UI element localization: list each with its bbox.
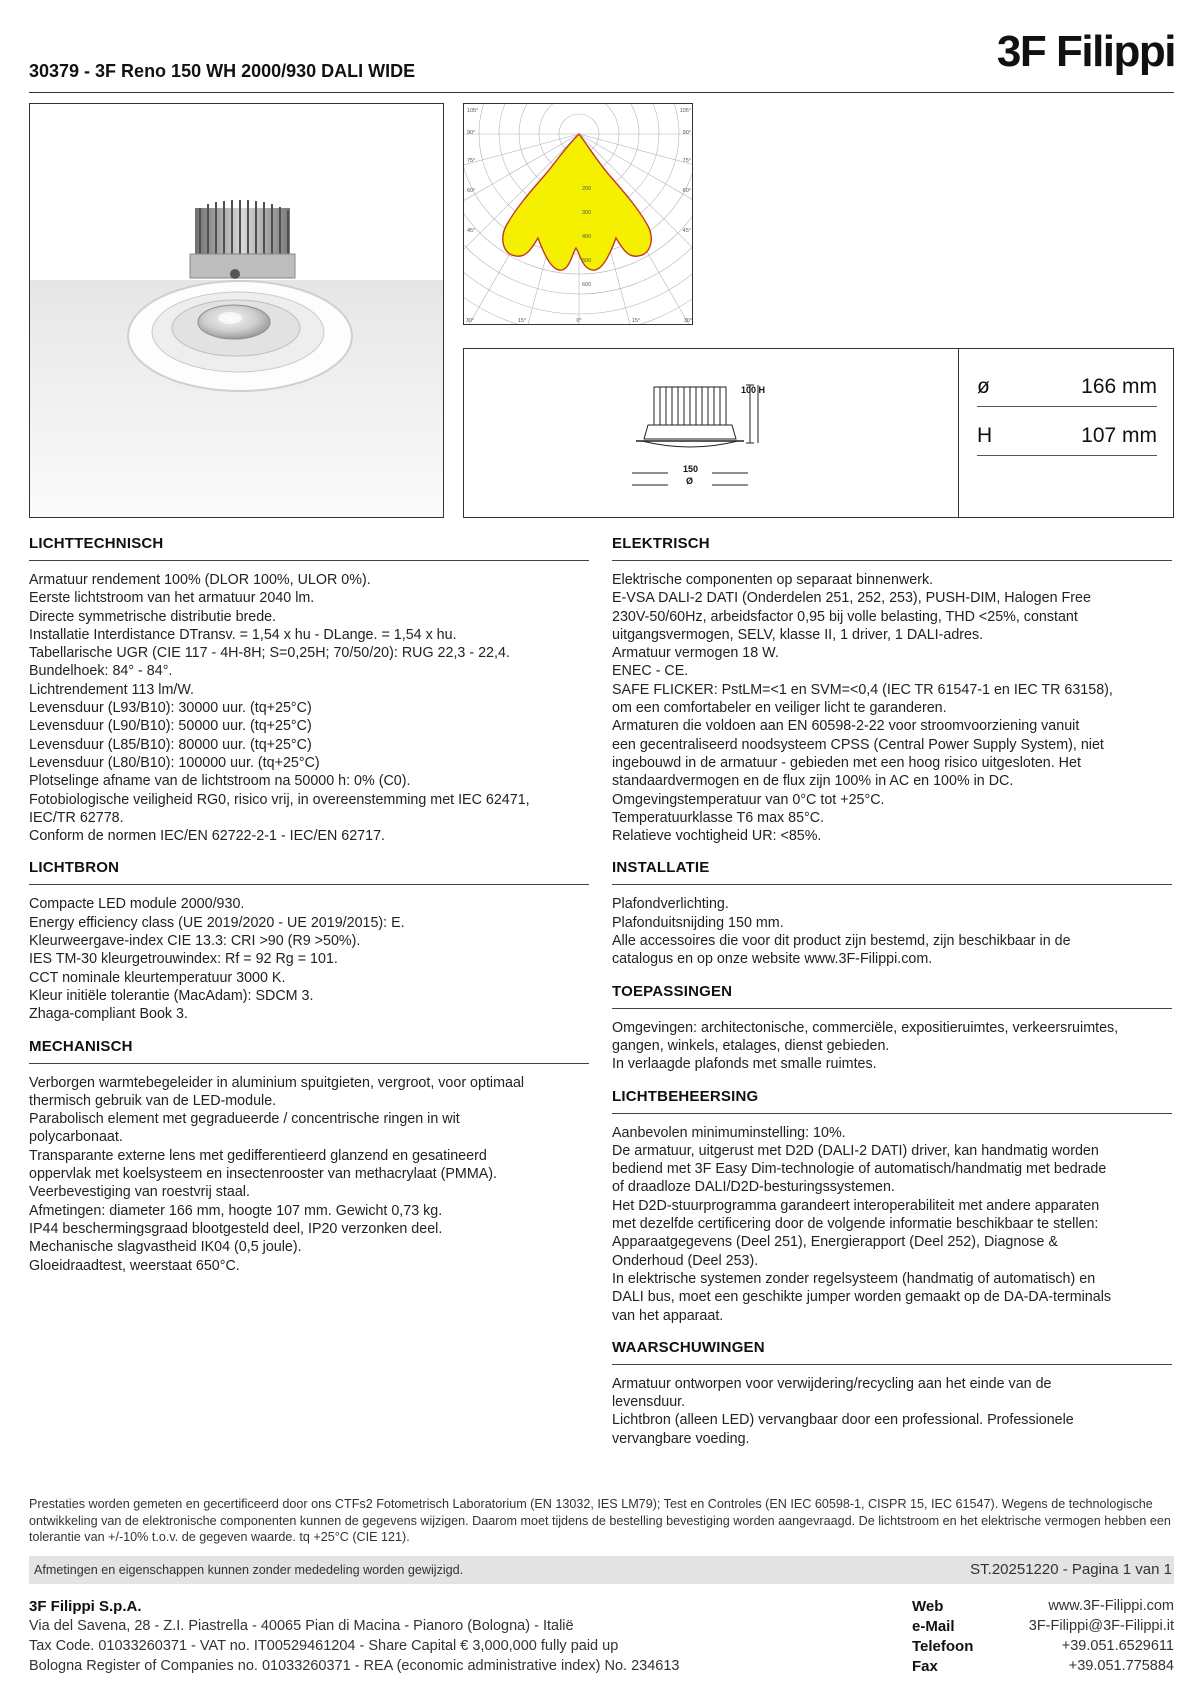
section-heading: WAARSCHUWINGEN <box>612 1339 1172 1365</box>
spec-line: polycarbonaat. <box>29 1129 123 1146</box>
spec-line: Armaturen die voldoen aan EN 60598-2-22 voor stroomvoorziening vanuit <box>612 718 1080 735</box>
left-spec-column <box>29 535 589 1289</box>
spec-line: In verlaagde plafonds met smalle ruimtes. <box>612 1056 877 1073</box>
spec-line: Transparante externe lens met gedifferentieerd glanzend en gesatineerd <box>29 1147 487 1164</box>
spec-line: In elektrische systemen zonder regelsysteem (handmatig of automatisch) en <box>612 1270 1096 1287</box>
section-body <box>29 571 589 845</box>
spec-line: SAFE FLICKER: PstLM=<1 en SVM=<0,4 (IEC TR 61547-1 en IEC TR 63158), <box>612 681 1113 698</box>
dimension-symbol: ø <box>977 375 990 398</box>
polar-label: 300 <box>582 210 592 216</box>
spec-line: IEC/TR 62778. <box>29 809 124 826</box>
footnote: Prestaties worden gemeten en gecertificeerd door ons CTFs2 Fotometrisch Laboratorium (EN 13032, IES LM79); Test en Controles (EN IEC 60598-1, CISPR 15, IEC 61547). Wegens de technologische ontwikkeling van de elektronische componenten kunnen de gegevens wijzigen. Daarom moet tijdens de bestelling bevestiging worden aangevraagd. De lichtstroom en het elektrische vermogen hebben een tolerantie van +/-10% t.o.v. de gegeven waarde. tq +25°C (CIE 121). <box>29 1497 1171 1544</box>
section-body <box>29 895 589 1023</box>
spec-line: Bundelhoek: 84° - 84°. <box>29 663 173 680</box>
spec-line: Kleur initiële tolerantie (MacAdam): SDCM 3. <box>29 987 314 1004</box>
section-body <box>612 571 1172 845</box>
spec-line: ingebouwd in de armatuur - gebieden met een hoog risico uitgesloten. Het <box>612 754 1081 771</box>
product-photo <box>29 103 444 518</box>
spec-section <box>612 1088 1172 1325</box>
spec-line: Parabolisch element met gegradueerde / concentrische ringen in wit <box>29 1111 460 1128</box>
polar-label: 45° <box>467 228 476 234</box>
cutout-label: 150 <box>683 464 699 474</box>
spec-line: E-VSA DALI-2 DATI (Onderdelen 251, 252, 253), PUSH-DIM, Halogen Free <box>612 590 1091 607</box>
spec-line: Eerste lichtstroom van het armatuur 2040 lm. <box>29 590 315 607</box>
diameter-label: Ø <box>686 476 694 486</box>
spec-line: Levensduur (L80/B10): 100000 uur. (tq+25°C) <box>29 754 320 771</box>
polar-label: 90° <box>682 130 691 136</box>
spec-line: Fotobiologische veiligheid RG0, risico vrij, in overeenstemming met IEC 62471, <box>29 791 530 808</box>
dimension-divider <box>958 348 959 518</box>
spec-line: CCT nominale kleurtemperatuur 3000 K. <box>29 969 286 986</box>
polar-label: 15° <box>517 318 527 324</box>
spec-line: IP44 beschermingsgraad blootgesteld deel, IP20 verzonken deel. <box>29 1220 443 1237</box>
heatsink-icon <box>190 200 295 279</box>
section-heading: TOEPASSINGEN <box>612 983 1172 1009</box>
height-label: 100 H <box>741 385 766 395</box>
dimension-row-height <box>977 421 1157 456</box>
spec-line: De armatuur, uitgerust met D2D (DALI-2 DATI) driver, kan handmatig worden <box>612 1142 1099 1159</box>
company-name: 3F Filippi S.p.A. <box>29 1598 142 1615</box>
polar-label: 15° <box>631 318 641 324</box>
spec-line: Veerbevestiging van roestvrij staal. <box>29 1184 250 1201</box>
disclaimer-text: Afmetingen en eigenschappen kunnen zonder mededeling worden gewijzigd. <box>34 1563 464 1577</box>
spec-section <box>612 859 1172 968</box>
polar-label: 500 <box>582 258 592 264</box>
polar-label: 75° <box>467 158 476 164</box>
polar-label: 105° <box>467 108 479 114</box>
polar-label: 30° <box>465 318 475 324</box>
spec-line: Omgevingstemperatuur van 0°C tot +25°C. <box>612 791 885 808</box>
spec-line: van het apparaat. <box>612 1307 724 1324</box>
intensity-curve <box>503 134 651 270</box>
website-link[interactable]: www.3F-Filippi.com <box>1048 1598 1174 1614</box>
section-heading: ELEKTRISCH <box>612 535 1172 561</box>
polar-label: 75° <box>682 158 691 164</box>
spec-line: Compacte LED module 2000/930. <box>29 896 245 913</box>
contact-label-phone: Telefoon <box>912 1638 974 1655</box>
spec-line: Lichtrendement 113 lm/W. <box>29 681 195 698</box>
spec-line: Apparaatgegevens (Deel 251), Energierapport (Deel 252), Diagnose & <box>612 1234 1058 1251</box>
spec-line: een gecentraliseerd noodsysteem CPSS (Central Power Supply System), niet <box>612 736 1104 753</box>
spec-line: levensduur. <box>612 1394 686 1411</box>
right-spec-column <box>612 535 1172 1462</box>
section-body <box>612 1019 1172 1074</box>
spec-line: IES TM-30 kleurgetrouwindex: Rf = 92 Rg = 101. <box>29 951 338 968</box>
spec-line: Armatuur rendement 100% (DLOR 100%, ULOR 0%). <box>29 572 371 588</box>
spec-section <box>612 983 1172 1074</box>
spec-line: Armatuur ontworpen voor verwijdering/recycling aan het einde van de <box>612 1375 1052 1392</box>
spec-line: Aanbevolen minimuminstelling: 10%. <box>612 1124 846 1141</box>
spec-section <box>29 1038 589 1275</box>
spec-line: Temperatuurklasse T6 max 85°C. <box>612 809 825 826</box>
logo-text: 3F Filippi <box>996 27 1175 76</box>
polar-label: 45° <box>682 228 691 234</box>
spec-line: Elektrische componenten op separaat binnenwerk. <box>612 572 934 588</box>
phone-value: +39.051.6529611 <box>1061 1638 1174 1654</box>
company-address-line: Bologna Register of Companies no. 01033260371 - REA (economic administrative index) No. 234613 <box>29 1658 680 1674</box>
dimension-value: 166 mm <box>1081 375 1157 398</box>
polar-diagram-svg <box>464 104 693 325</box>
fax-value: +39.051.775884 <box>1068 1658 1174 1674</box>
spec-line: thermisch gebruik van de LED-module. <box>29 1092 277 1109</box>
contact-label-email: e-Mail <box>912 1618 955 1635</box>
spec-section <box>29 859 589 1023</box>
company-address-line: Tax Code. 01033260371 - VAT no. IT00529461204 - Share Capital € 3,000,000 fully paid up <box>29 1638 619 1654</box>
spec-line: DALI bus, moet een geschikte jumper worden gemaakt op de DA-DA-terminals <box>612 1289 1112 1306</box>
spec-line: vervangbare voeding. <box>612 1430 750 1447</box>
spec-line: Gloeidraadtest, weerstaat 650°C. <box>29 1257 240 1274</box>
spec-line: Omgevingen: architectonische, commerciële, expositieruimtes, verkeersruimtes, <box>612 1019 1119 1036</box>
spec-line: Relatieve vochtigheid UR: <85%. <box>612 828 822 845</box>
spec-line: 230V-50/60Hz, arbeidsfactor 0,95 bij volle belasting, THD <25%, constant <box>612 608 1078 625</box>
polar-label: 0° <box>576 318 582 324</box>
product-title: 30379 - 3F Reno 150 WH 2000/930 DALI WIDE <box>29 61 416 81</box>
polar-label: 60° <box>682 188 691 194</box>
spec-line: Plafondverlichting. <box>612 896 729 913</box>
spec-line: Plotselinge afname van de lichtstroom na 50000 h: 0% (C0). <box>29 773 411 790</box>
section-body <box>29 1074 589 1275</box>
spec-line: Het D2D-stuurprogramma garandeert interoperabiliteit met andere apparaten <box>612 1197 1100 1214</box>
spec-line: Conform de normen IEC/EN 62722-2-1 - IEC/EN 62717. <box>29 828 386 845</box>
spec-line: met dezelfde certificering door de volgende informatie beschikbaar te stellen: <box>612 1216 1099 1233</box>
polar-label: 60° <box>467 188 476 194</box>
spec-line: Kleurweergave-index CIE 13.3: CRI >90 (R9 >50%). <box>29 933 361 950</box>
dimension-symbol: H <box>977 424 993 447</box>
polar-label: 30° <box>683 318 693 324</box>
spec-line: Energy efficiency class (UE 2019/2020 - UE 2019/2015): E. <box>29 914 405 931</box>
spec-line: gangen, winkels, etalages, dienst gebieden. <box>612 1037 890 1054</box>
spec-line: bediend met 3F Easy Dim-technologie of automatisch/handmatig met bedrade <box>612 1161 1107 1178</box>
dimension-value: 107 mm <box>1081 424 1157 447</box>
section-heading: LICHTBEHEERSING <box>612 1088 1172 1114</box>
page-indicator: ST.20251220 - Pagina 1 van 1 <box>970 1561 1172 1578</box>
spec-line: Levensduur (L85/B10): 80000 uur. (tq+25°C) <box>29 736 312 753</box>
section-heading: INSTALLATIE <box>612 859 1172 885</box>
header-rule <box>29 92 1174 93</box>
spec-line: catalogus en op onze website www.3F-Filippi.com. <box>612 951 933 968</box>
spec-line: Armatuur vermogen 18 W. <box>612 645 779 662</box>
spec-section <box>612 535 1172 845</box>
spec-line: Levensduur (L93/B10): 30000 uur. (tq+25°C) <box>29 700 312 717</box>
spec-line: om een comfortabeler en veiliger licht te garanderen. <box>612 700 947 717</box>
spec-line: Mechanische slagvastheid IK04 (0,5 joule). <box>29 1239 302 1256</box>
section-body <box>612 895 1172 968</box>
section-body <box>612 1375 1172 1448</box>
spec-line: standaardvermogen en de flux zijn 100% in AC en 100% in DC. <box>612 773 1014 790</box>
polar-diagram <box>463 103 693 325</box>
section-body <box>612 1124 1172 1325</box>
company-address-line: Via del Savena, 28 - Z.I. Piastrella - 40065 Pian di Macina - Pianoro (Bologna) - Italië <box>29 1618 574 1634</box>
spec-line: Directe symmetrische distributie brede. <box>29 608 277 625</box>
spec-line: of draadloze DALI/D2D-besturingssystemen. <box>612 1179 895 1196</box>
polar-label: 90° <box>467 130 476 136</box>
spec-line: Tabellarische UGR (CIE 117 - 4H-8H; S=0,25H; 70/50/20): RUG 22,3 - 22,4. <box>29 645 510 662</box>
dimension-row-diameter <box>977 372 1157 407</box>
product-photo-illustration <box>30 104 444 518</box>
spec-line: uitgangsvermogen, SELV, klasse II, 1 driver, 1 DALI-adres. <box>612 626 984 643</box>
downlight-ring-icon <box>128 281 352 391</box>
section-heading: MECHANISCH <box>29 1038 589 1064</box>
spec-section <box>612 1339 1172 1448</box>
spec-line: Zhaga-compliant Book 3. <box>29 1006 188 1023</box>
section-heading: LICHTTECHNISCH <box>29 535 589 561</box>
polar-label: 600 <box>582 282 592 288</box>
spec-line: ENEC - CE. <box>612 663 689 680</box>
contact-label-web: Web <box>912 1598 944 1615</box>
spec-line: Verborgen warmtebegeleider in aluminium spuitgieten, vergroot, voor optimaal <box>29 1074 525 1091</box>
email-link[interactable]: 3F-Filippi@3F-Filippi.it <box>1028 1618 1174 1634</box>
spec-line: Onderhoud (Deel 253). <box>612 1252 759 1269</box>
spec-line: Levensduur (L90/B10): 50000 uur. (tq+25°C) <box>29 718 312 735</box>
spec-line: Alle accessoires die voor dit product zijn bestemd, zijn beschikbaar in de <box>612 933 1071 950</box>
spec-line: Installatie Interdistance DTransv. = 1,54 x hu - DLange. = 1,54 x hu. <box>29 626 457 643</box>
spec-line: Lichtbron (alleen LED) vervangbaar door een professional. Professionele <box>612 1412 1074 1429</box>
contact-label-fax: Fax <box>912 1658 938 1675</box>
polar-label: 105° <box>679 108 691 114</box>
company-logo <box>975 26 1175 76</box>
spec-line: Afmetingen: diameter 166 mm, hoogte 107 mm. Gewicht 0,73 kg. <box>29 1202 443 1219</box>
spec-section <box>29 535 589 845</box>
polar-label: 200 <box>582 186 592 192</box>
spec-line: oppervlak met koelsysteem en insectenrooster van methacrylaat (PMMA). <box>29 1166 498 1183</box>
polar-label: 400 <box>582 234 592 240</box>
section-heading: LICHTBRON <box>29 859 589 885</box>
spec-line: Plafonduitsnijding 150 mm. <box>612 914 784 931</box>
